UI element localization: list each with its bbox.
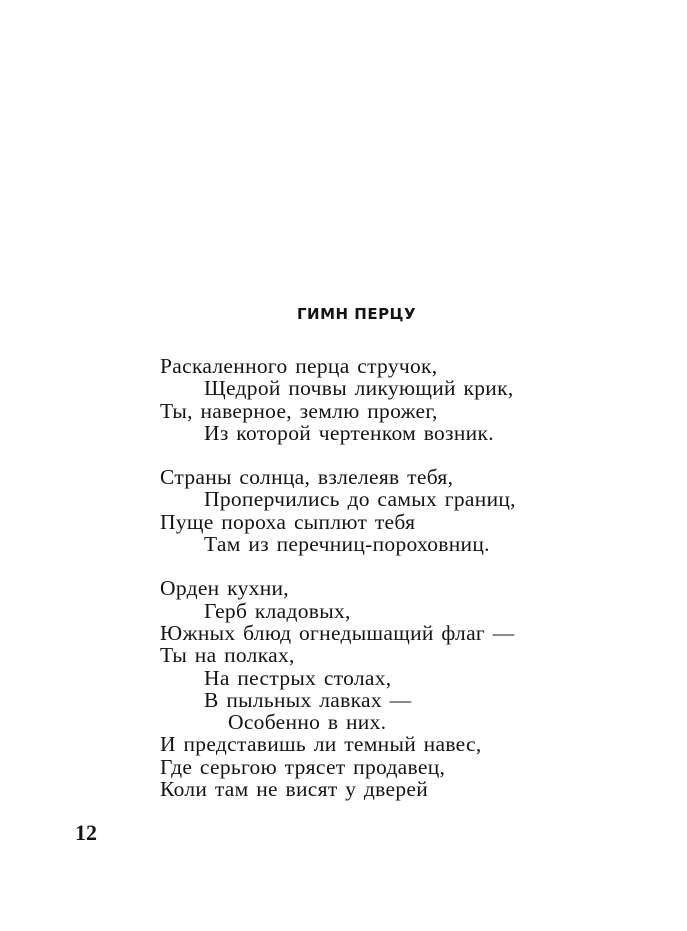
poem-line: Щедрой почвы ликующий крик,	[204, 376, 514, 401]
poem-line: В пыльных лавках —	[204, 687, 412, 712]
poem-line: Ты на полках,	[160, 643, 295, 668]
poem-line: Ты, наверное, землю прожег,	[160, 398, 438, 423]
poem-line: Герб кладовых,	[204, 598, 351, 623]
poem-line: Проперчились до самых границ,	[204, 487, 516, 512]
stanza-break	[160, 555, 580, 577]
stanza-break	[160, 444, 580, 466]
poem-line: Коли там не висят у дверей	[160, 777, 429, 802]
poem-line: Где серьгою трясет продавец,	[160, 754, 446, 779]
poem-line: Страны солнца, взлелеяв тебя,	[160, 465, 454, 490]
poem-line: Особенно в них.	[228, 710, 387, 735]
poem-line: Из которой чертенком возник.	[204, 420, 494, 445]
poem-body	[160, 355, 580, 800]
page-number: 12	[75, 820, 97, 845]
poem-line: Раскаленного перца стручок,	[160, 354, 438, 378]
poem-line: Пуще пороха сыплют тебя	[160, 509, 416, 534]
poem-line: И представишь ли темный навес,	[160, 732, 482, 757]
poem-line: Там из перечниц-пороховниц.	[204, 532, 490, 557]
poem-line: Южных блюд огнедышащий флаг —	[160, 620, 515, 645]
poem-line: Орден кухни,	[160, 576, 289, 601]
poem-title: ГИМН ПЕРЦУ	[296, 305, 417, 323]
poem-line: На пестрых столах,	[204, 665, 392, 690]
